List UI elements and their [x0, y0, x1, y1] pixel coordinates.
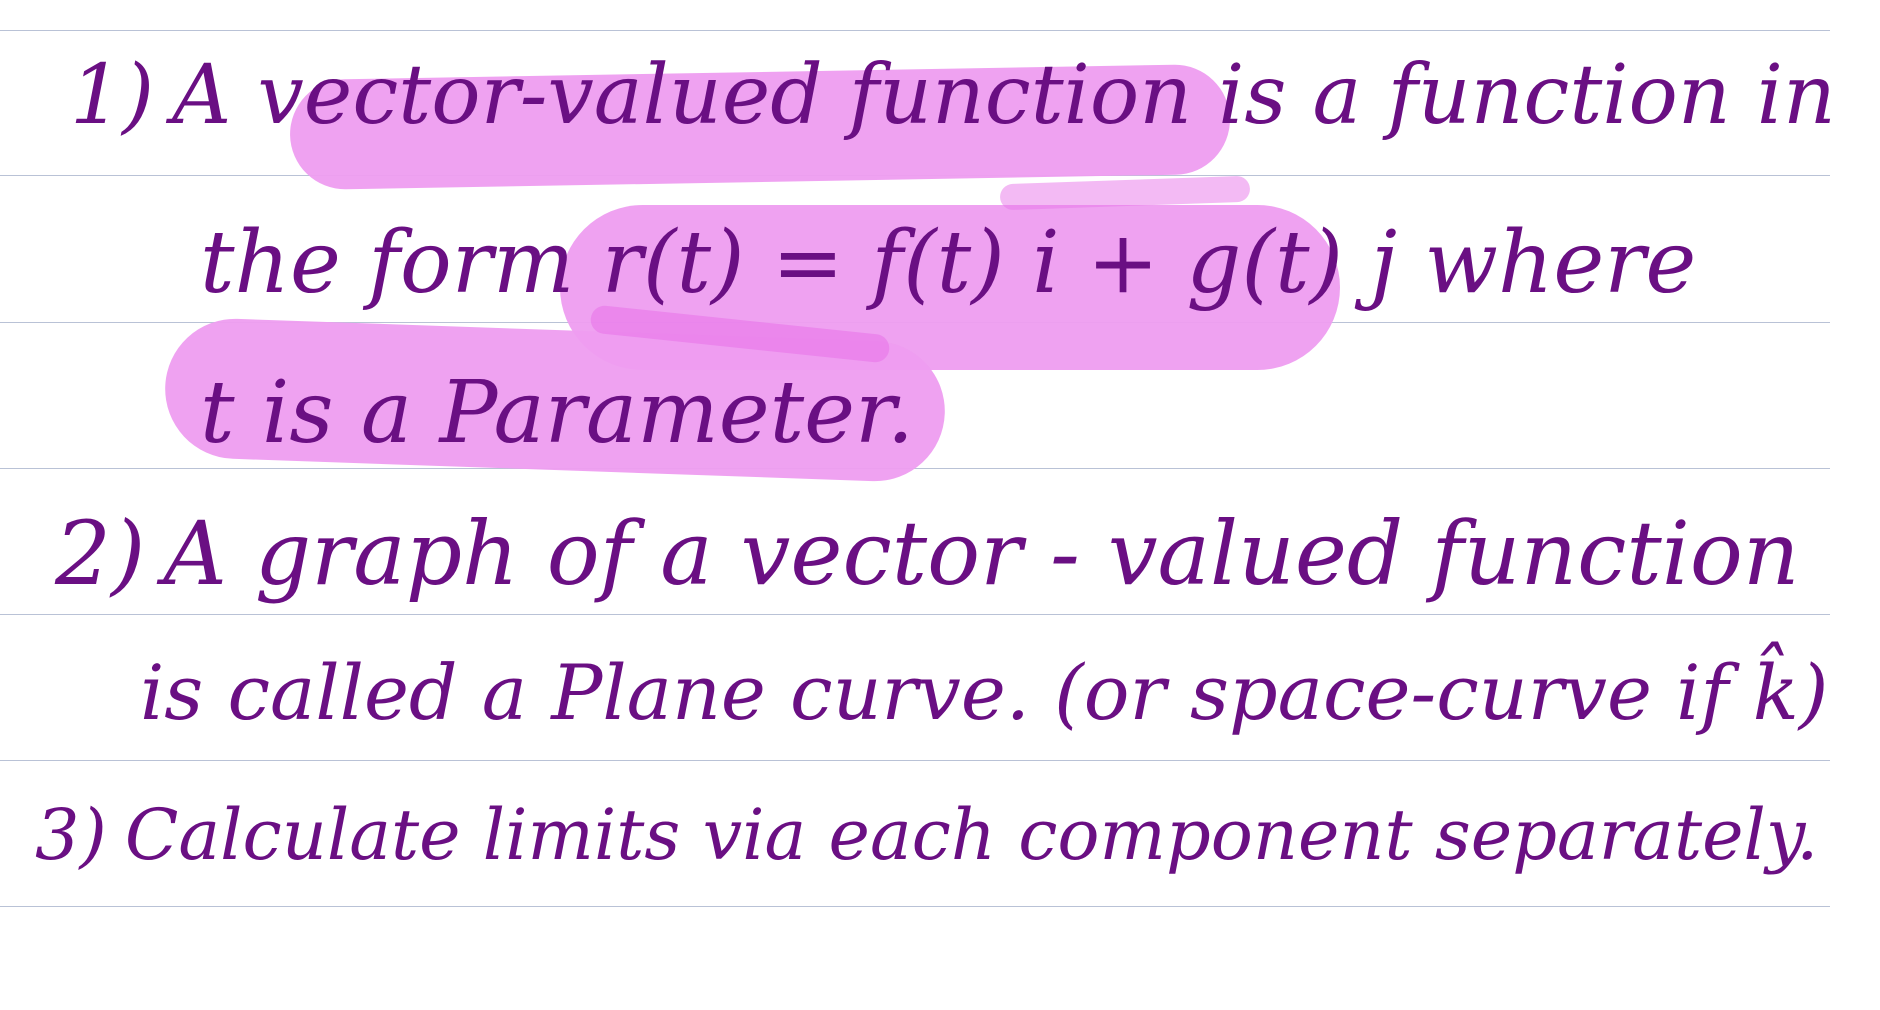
note-2-line-1	[55, 502, 1800, 605]
ruled-line	[0, 760, 1830, 761]
highlighted-text: vector-valued function	[257, 48, 1193, 143]
note-text: Calculate limits via each component separately.	[124, 794, 1819, 876]
ruled-line	[0, 30, 1830, 31]
note-text: A graph of a vector - valued function	[163, 502, 1800, 605]
note-2-line-2	[140, 648, 1829, 737]
note-1-line-2	[200, 213, 1697, 313]
note-1-line-3	[200, 363, 915, 463]
note-1-number: 1)	[70, 48, 155, 143]
highlighted-formula: r(t) = f(t) i + g(t) j	[601, 213, 1398, 313]
highlighted-text: t is a Parameter.	[200, 363, 915, 463]
note-3-line-1	[35, 794, 1819, 876]
note-text: is a function in	[1192, 48, 1836, 143]
note-3-number: 3)	[35, 794, 107, 876]
note-text: the form	[200, 213, 602, 313]
ruled-line	[0, 906, 1830, 907]
note-2-number: 2)	[55, 502, 146, 605]
ruled-line	[0, 614, 1830, 615]
note-text: A	[172, 48, 258, 143]
note-text: where	[1397, 213, 1697, 313]
note-text: is called a Plane curve. (or space-curve if k̂)	[140, 648, 1829, 737]
note-1-line-1	[70, 48, 1836, 143]
